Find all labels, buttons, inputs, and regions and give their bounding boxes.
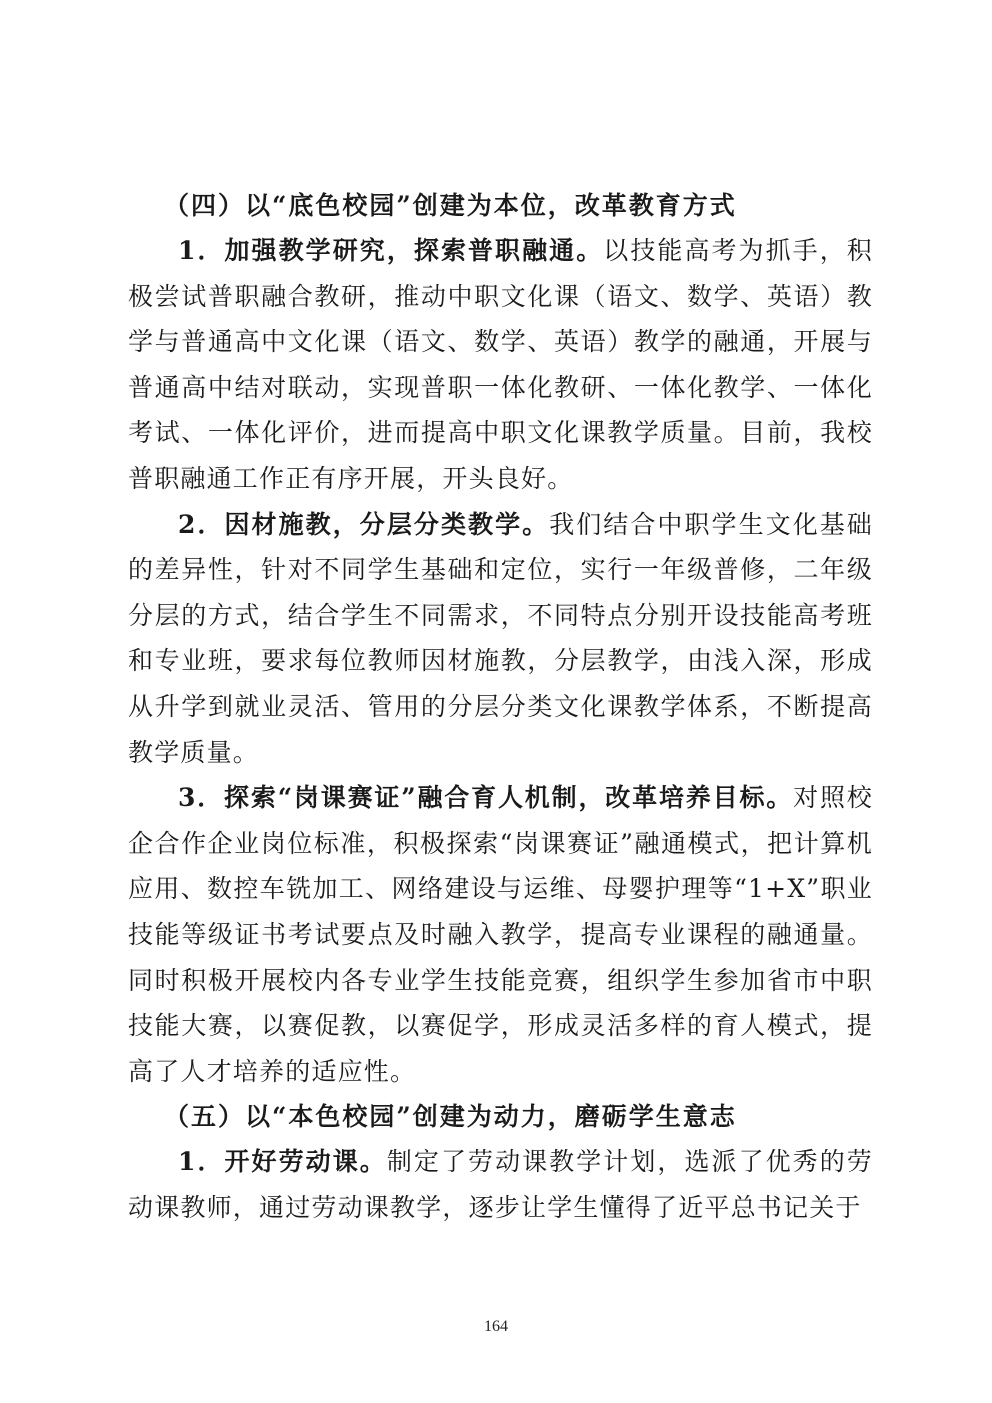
page-number: 164 xyxy=(484,1318,508,1335)
paragraph-lead: 3．探索“岗课赛证”融合育人机制，改革培养目标。 xyxy=(178,783,794,813)
paragraph-text: 对照校企合作企业岗位标准，积极探索“岗课赛证”融通模式，把计算机应用、数控车铣加工、网络建设与运维、母婴护理等“1+X”职业技能等级证书考试要点及时融入教学，提高专业课程的融通量。同时积极开展校内各专业学生技能竞赛，组织学生参加省市中职技能大赛，以赛促教，以赛促学，形成灵活多样的育人模式，提高了人才培养的适应性。 xyxy=(128,783,873,1086)
paragraph-lead: 1．开好劳动课。 xyxy=(178,1147,387,1177)
paragraph-5-1 xyxy=(128,1139,873,1230)
paragraph-4-2 xyxy=(128,502,873,776)
paragraph-text: 我们结合中职学生文化基础的差异性，针对不同学生基础和定位，实行一年级普修，二年级分层的方式，结合学生不同需求，不同特点分别开设技能高考班和专业班，要求每位教师因材施教，分层教学，由浅入深，形成从升学到就业灵活、管用的分层分类文化课教学体系，不断提高教学质量。 xyxy=(128,509,874,767)
document-body xyxy=(128,183,873,1230)
section-heading-4: （四）以“底色校园”创建为本位，改革教育方式 xyxy=(164,191,737,220)
paragraph-lead: 1．加强教学研究，探索普职融通。 xyxy=(178,236,604,265)
paragraph-text: 制定了劳动课教学计划，选派了优秀的劳动课教师，通过劳动课教学，逐步让学生懂得了近平总书记关于 xyxy=(128,1147,873,1222)
paragraph-4-3 xyxy=(128,775,873,1094)
paragraph-text: 以技能高考为抓手，积极尝试普职融合教研，推动中职文化课（语文、数学、英语）教学与普通高中文化课（语文、数学、英语）教学的融通，开展与普通高中结对联动，实现普职一体化教研、一体化教学、一体化考试、一体化评价，进而提高中职文化课教学质量。目前，我校普职融通工作正有序开展，开头良好。 xyxy=(128,236,873,493)
paragraph-lead: 2．因材施教，分层分类教学。 xyxy=(178,509,550,539)
paragraph-4-1 xyxy=(128,228,873,502)
section-heading-5: （五）以“本色校园”创建为动力，磨砺学生意志 xyxy=(164,1102,737,1132)
